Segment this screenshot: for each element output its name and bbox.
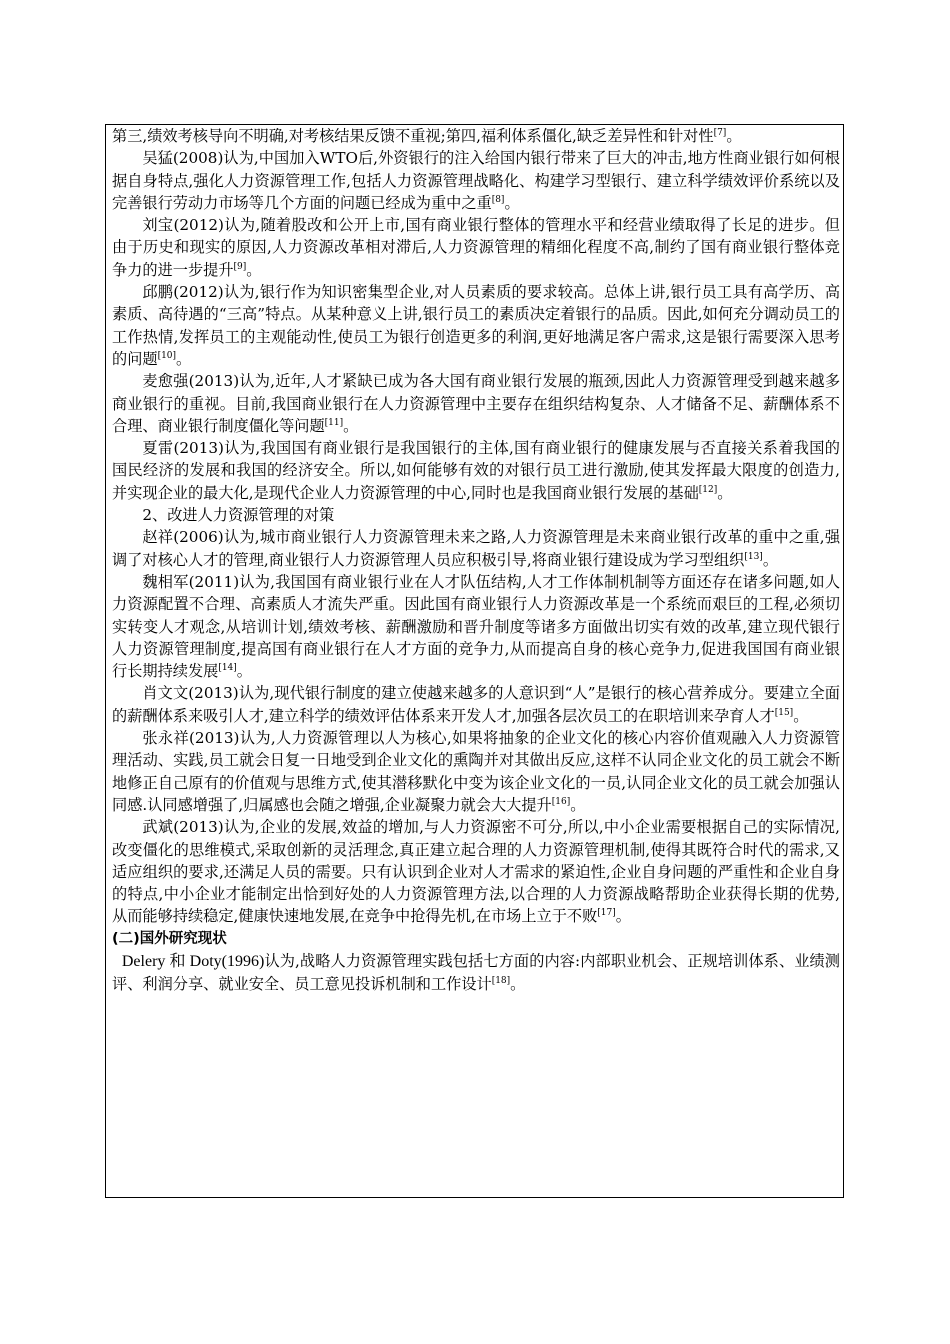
paragraph-lead: Delery 和 Doty(1996) — [121, 952, 265, 970]
paragraph-3 — [112, 281, 840, 370]
paragraph-8 — [112, 571, 840, 682]
citation-ref: [15] — [774, 707, 794, 718]
paragraph-4 — [112, 370, 840, 437]
paragraph-7 — [112, 526, 840, 571]
paragraph-tail: 。 — [176, 349, 192, 368]
paragraph-tail: 。 — [726, 127, 742, 145]
citation-ref: [14] — [218, 663, 237, 674]
paragraph-2 — [112, 214, 840, 281]
citation-ref: [13] — [744, 551, 763, 562]
paragraph-text: 邱鹏(2012)认为,银行作为知识密集型企业,对人员素质的要求较高。总体上讲,银行员工具有高学历、高素质、高待遇的“三高”特点。从某种意义上讲,银行员工的素质决定着银行的品质。因此,如何充分调动员工的工作热情,发挥员工的主观能动性,使员工为银行创造更多的利润,更好地满足客户需求,这是银行需要深入思考的问题 — [112, 283, 840, 368]
paragraph-text: 2、改进人力资源管理的对策 — [142, 506, 335, 525]
paragraph-5 — [112, 437, 840, 504]
paragraph-0 — [112, 125, 840, 147]
citation-ref: [11] — [324, 417, 344, 428]
document-body — [112, 125, 840, 996]
paragraph-text: 刘宝(2012)认为,随着股改和公开上市,国有商业银行整体的管理水平和经营业绩取得了长足的进步。但由于历史和现实的原因,人力资源改革相对滞后,人力资源管理的精细化程度不高,制约了国有商业银行整体竞争力的进一步提升 — [112, 216, 840, 279]
paragraph-text: 张永祥(2013)认为,人力资源管理以人为核心,如果将抽象的企业文化的核心内容价值观融入人力资源管理活动、实践,员工就会日复一日地受到企业文化的熏陶并对其做出反应,这样不认同企业文化的员工就会不断地修正自己原有的价值观与思维方式,使其潜移默化中变为该企业文化的一员,认同企业文化的员工就会加强认同感.认同感增强了,归属感也会随之增强,企业凝聚力就会大大提升 — [112, 729, 840, 814]
paragraph-tail: 。 — [504, 193, 520, 212]
paragraph-text: 吴猛(2008)认为,中国加入WTO后,外资银行的注入给国内银行带来了巨大的冲击,地方性商业银行如何根据自身特点,强化人力资源管理工作,包括人力资源管理战略化、构建学习型银行、建立科学绩效评价系统以及完善银行劳动力市场等几个方面的问题已经成为重中之重 — [112, 149, 840, 212]
paragraph-tail: 。 — [615, 907, 631, 926]
citation-ref: [8] — [491, 194, 505, 205]
paragraph-1 — [112, 147, 840, 214]
citation-ref: [10] — [157, 350, 177, 361]
paragraph-text: 夏雷(2013)认为,我国国有商业银行是我国银行的主体,国有商业银行的健康发展与否直接关系着我国的国民经济的发展和我国的经济安全。所以,如何能够有效的对银行员工进行激励,使其发挥最大限度的创造力,并实现企业的最大化,是现代企业人力资源管理的中心,同时也是我国商业银行发展的基础 — [112, 439, 840, 502]
section-subheading — [112, 504, 840, 526]
paragraph-tail: 。 — [793, 706, 809, 725]
paragraph-tail: 。 — [510, 975, 526, 994]
paragraph-last — [112, 950, 840, 996]
paragraph-text: 麦愈强(2013)认为,近年,人才紧缺已成为各大国有商业银行发展的瓶颈,因此人力资源管理受到越来越多商业银行的重视。目前,我国商业银行在人力资源管理中主要存在组织结构复杂、人才储备不足、薪酬体系不合理、商业银行制度僵化等问题 — [112, 372, 840, 435]
paragraph-tail: 。 — [717, 483, 733, 502]
paragraph-tail: 。 — [236, 662, 252, 681]
citation-ref: [9] — [233, 261, 247, 272]
paragraph-tail: 。 — [246, 260, 262, 279]
paragraph-text: 武斌(2013)认为,企业的发展,效益的增加,与人力资源密不可分,所以,中小企业需要根据自己的实际情况,改变僵化的思维模式,采取创新的灵活理念,真正建立起合理的人力资源管理机制,使得其既符合时代的需求,又适应组织的要求,还满足人员的需要。只有认识到企业对人才需求的紧迫性,企业自身问题的严重性和企业自身的特点,中小企业才能制定出恰到好处的人力资源管理方法,以合理的人力资源战略帮助企业获得长期的优势,从而能够持续稳定,健康快速地发展,在竞争中抢得先机,在市场上立于不败 — [112, 818, 840, 926]
citation-ref: [16] — [551, 796, 571, 807]
citation-ref: [7] — [713, 127, 727, 138]
paragraph-text: 认为,战略人力资源管理实践包括七方面的内容:内部职业机会、正规培训体系、业绩测评、利润分享、就业安全、员工意见投诉机制和工作设计 — [112, 951, 840, 994]
section-heading: (二)国外研究现状 — [112, 930, 227, 947]
paragraph-text: 赵祥(2006)认为,城市商业银行人力资源管理未来之路,人力资源管理是未来商业银行改革的重中之重,强调了对核心人才的管理,商业银行人力资源管理人员应积极引导,将商业银行建设成为学习型组织 — [112, 528, 840, 569]
citation-ref: [17] — [597, 908, 616, 919]
paragraph-tail: 。 — [762, 550, 779, 569]
citation-ref: [12] — [698, 484, 718, 495]
paragraph-tail: 。 — [570, 795, 586, 814]
paragraph-text: 魏相军(2011)认为,我国国有商业银行业在人才队伍结构,人才工作体制机制等方面还存在诸多问题,如人力资源配置不合理、高素质人才流失严重。因此国有商业银行人力资源改革是一个系统而艰巨的工程,必须切实转变人才观念,从培训计划,绩效考核、薪酬激励和晋升制度等诸多方面做出切实有效的改革,建立现代银行人力资源管理制度,提高国有商业银行在人才方面的竞争力,从而提高自身的核心竞争力,促进我国国有商业银行长期持续发展 — [112, 572, 840, 681]
citation-ref: [18] — [491, 976, 511, 987]
paragraph-9 — [112, 682, 840, 727]
paragraph-text: 第三,绩效考核导向不明确,对考核结果反馈不重视;第四,福利体系僵化,缺乏差异性和针对性 — [112, 127, 714, 145]
paragraph-11 — [112, 816, 840, 927]
paragraph-10 — [112, 727, 840, 816]
paragraph-tail: 。 — [343, 416, 359, 435]
paragraph-text: 肖文文(2013)认为,现代银行制度的建立使越来越多的人意识到“人”是银行的核心营养成分。要建立全面的薪酬体系来吸引人才,建立科学的绩效评估体系来开发人才,加强各层次员工的在职培训来孕育人才 — [112, 684, 840, 725]
